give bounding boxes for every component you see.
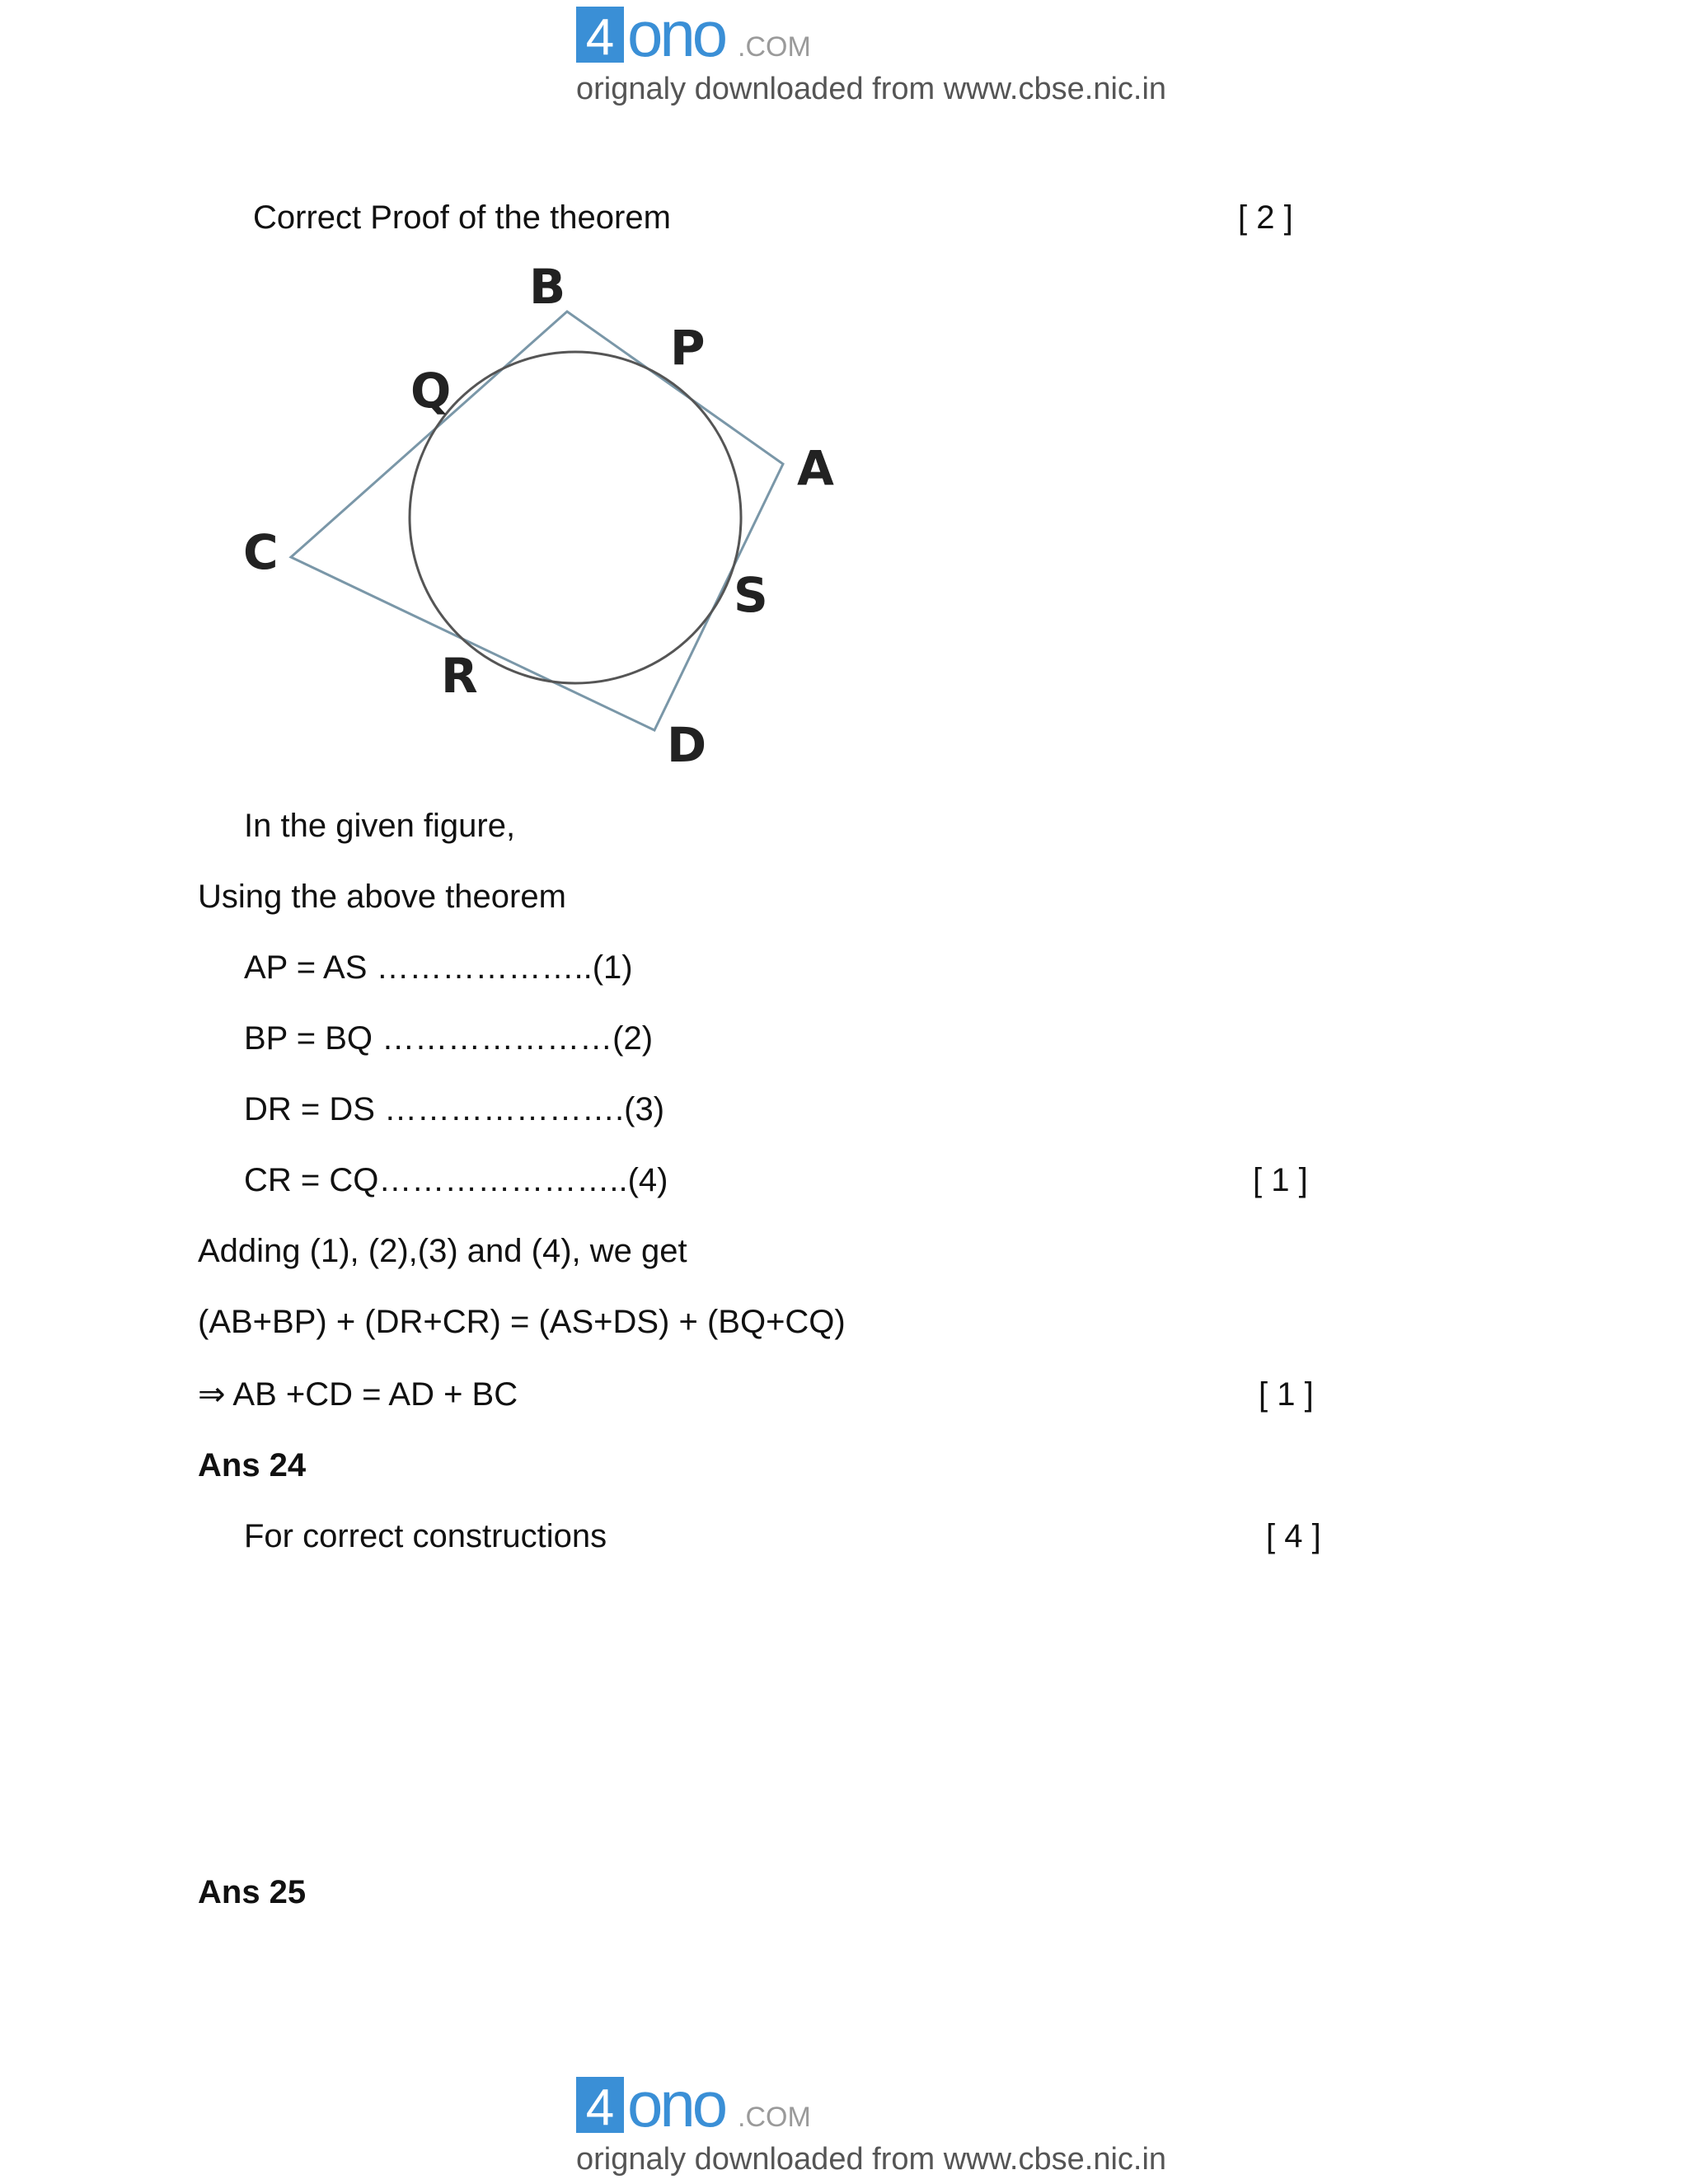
- label-p: P: [670, 320, 706, 376]
- label-s: S: [734, 567, 768, 623]
- proof-line: Correct Proof of the theorem: [253, 199, 671, 236]
- logo-tagline: orignaly downloaded from www.cbse.nic.in: [576, 72, 1167, 106]
- tangent-quadrilateral-figure: [223, 262, 865, 781]
- equation-4-marks: [ 1 ]: [1253, 1162, 1308, 1198]
- logo-tagline: orignaly downloaded from www.cbse.nic.in: [576, 2142, 1167, 2177]
- equation-2: BP = BQ …………………(2): [244, 1020, 654, 1057]
- constructions-text: For correct constructions: [244, 1518, 607, 1554]
- logo-letters: ono: [627, 2074, 725, 2139]
- constructions-marks: [ 4 ]: [1266, 1518, 1321, 1554]
- site-logo-icon: [576, 2074, 873, 2139]
- label-c: C: [243, 524, 279, 580]
- logo-number: 4: [585, 9, 615, 66]
- label-a: A: [797, 440, 834, 496]
- given-figure-text: In the given figure,: [244, 808, 516, 844]
- using-theorem-text: Using the above theorem: [198, 879, 566, 915]
- site-logo-icon: [576, 3, 873, 69]
- incircle: [410, 352, 741, 683]
- ans-24-heading: Ans 24: [198, 1447, 307, 1483]
- adding-text: Adding (1), (2),(3) and (4), we get: [198, 1233, 687, 1269]
- ans-25-heading: Ans 25: [198, 1874, 307, 1910]
- footer-logo: [576, 2074, 1186, 2181]
- proof-marks: [ 2 ]: [1238, 199, 1293, 236]
- logo-number: 4: [585, 2079, 615, 2136]
- logo-tld: .COM: [738, 31, 811, 63]
- label-d: D: [667, 717, 707, 773]
- result-equation: ⇒ AB +CD = AD + BC: [198, 1376, 518, 1413]
- equation-4: CR = CQ…………………..(4): [244, 1162, 668, 1198]
- label-q: Q: [410, 363, 452, 419]
- quadrilateral-abcd: [291, 312, 783, 730]
- result-marks: [ 1 ]: [1259, 1376, 1314, 1413]
- label-r: R: [441, 648, 478, 704]
- sum-equation: (AB+BP) + (DR+CR) = (AS+DS) + (BQ+CQ): [198, 1304, 846, 1340]
- equation-3: DR = DS ………………….(3): [244, 1091, 665, 1127]
- header-logo: [576, 3, 1186, 110]
- equation-1: AP = AS ………………..(1): [244, 949, 633, 986]
- logo-letters: ono: [627, 3, 725, 69]
- logo-tld: .COM: [738, 2102, 811, 2133]
- label-b: B: [529, 262, 566, 315]
